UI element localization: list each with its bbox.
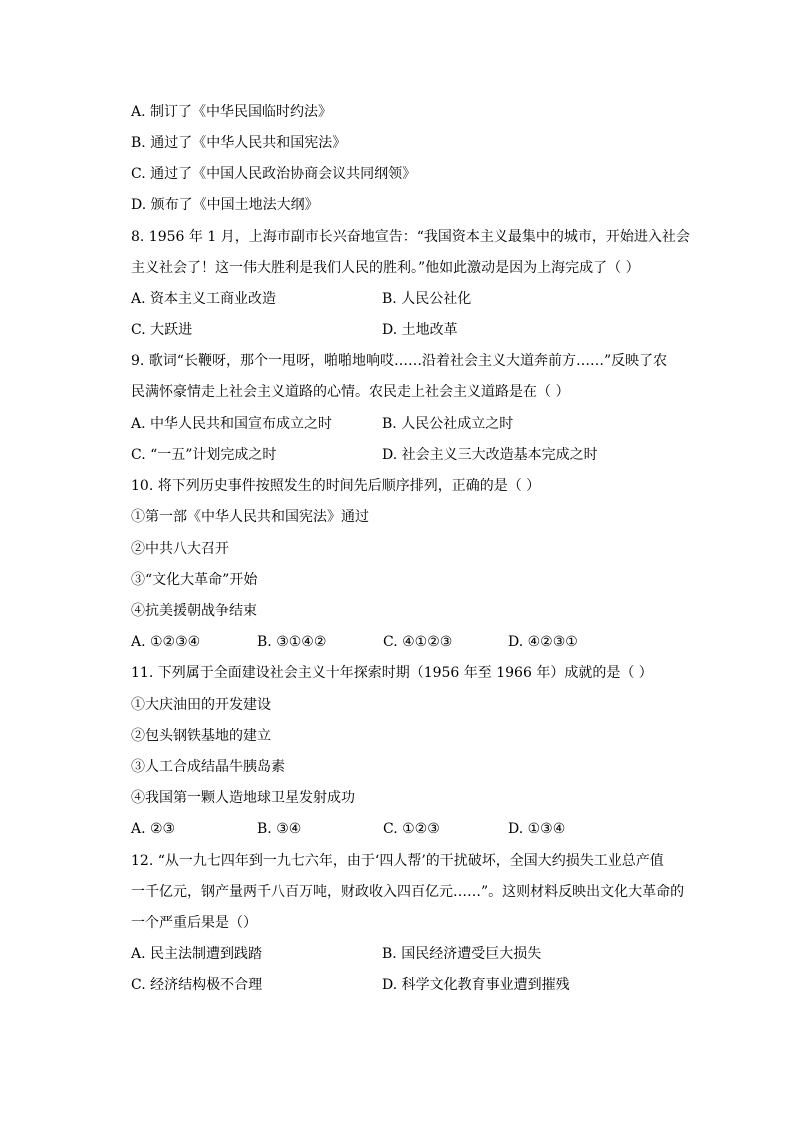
- q11-item-3: ③人工合成结晶牛胰岛素: [131, 759, 285, 775]
- q11-option-b: B. ③④: [257, 821, 302, 837]
- q10-item-3: ③“文化大革命”开始: [131, 572, 258, 588]
- q12-stem-line1: 12. “从一九七四年到一九七六年，由于‘四人帮’的干扰破坏，全国大约损失工业总产值: [131, 853, 664, 869]
- q7-option-d: D. 颁布了《中国土地法大纲》: [131, 197, 319, 213]
- q12-stem-line3: 一个严重后果是（）: [131, 915, 257, 931]
- q9-option-c: C. “一五”计划完成之时: [131, 447, 277, 463]
- q9-option-a: A. 中华人民共和国宣布成立之时: [131, 416, 333, 432]
- q12-option-b: B. 国民经济遭受巨大损失: [382, 946, 542, 962]
- q12-option-a: A. 民主法制遭到践踏: [131, 946, 263, 962]
- q12-option-d: D. 科学文化教育事业遭到摧残: [382, 977, 570, 993]
- q9-option-d: D. 社会主义三大改造基本完成之时: [382, 447, 598, 463]
- q9-stem-line2: 民满怀豪情走上社会主义道路的心情。农民走上社会主义道路是在（ ）: [131, 384, 570, 400]
- q7-option-a: A. 制订了《中华民国临时约法》: [131, 104, 333, 120]
- q8-stem-line1: 8. 1956 年 1 月，上海市副市长兴奋地宣告：“我国资本主义最集中的城市，开始进入社会: [131, 229, 690, 245]
- q11-item-1: ①大庆油田的开发建设: [131, 697, 271, 713]
- q11-option-a: A. ②③: [131, 821, 176, 837]
- q10-stem: 10. 将下列历史事件按照发生的时间先后顺序排列，正确的是（ ）: [131, 478, 541, 494]
- q12-stem-line2: 一千亿元，钢产量两千八百万吨，财政收入四百亿元……”。这则材料反映出文化大革命的: [131, 884, 685, 900]
- q11-option-d: D. ①③④: [508, 821, 566, 837]
- q8-option-a: A. 资本主义工商业改造: [131, 291, 277, 307]
- q10-item-4: ④抗美援朝战争结束: [131, 603, 257, 619]
- q10-option-c: C. ④①②③: [383, 634, 453, 650]
- q7-option-b: B. 通过了《中华人民共和国宪法》: [131, 135, 347, 151]
- q7-option-c: C. 通过了《中国人民政治协商会议共同纲领》: [131, 166, 417, 182]
- q10-item-1: ①第一部《中华人民共和国宪法》通过: [131, 509, 369, 525]
- q11-item-2: ②包头钢铁基地的建立: [131, 728, 271, 744]
- q10-option-a: A. ①②③④: [131, 634, 201, 650]
- q8-option-c: C. 大跃进: [131, 322, 193, 338]
- q11-option-c: C. ①②③: [383, 821, 440, 837]
- q11-item-4: ④我国第一颗人造地球卫星发射成功: [131, 790, 355, 806]
- q8-option-d: D. 土地改革: [382, 322, 458, 338]
- q9-stem-line1: 9. 歌词“长鞭呀，那个一甩呀，啪啪地响哎……沿着社会主义大道奔前方……”反映了农: [131, 353, 668, 369]
- q10-item-2: ②中共八大召开: [131, 541, 229, 557]
- q9-option-b: B. 人民公社成立之时: [382, 416, 514, 432]
- q10-option-b: B. ③①④②: [257, 634, 327, 650]
- q8-option-b: B. 人民公社化: [382, 291, 472, 307]
- q10-option-d: D. ④②③①: [508, 634, 578, 650]
- q8-stem-line2: 主义社会了！这一伟大胜利是我们人民的胜利。”他如此激动是因为上海完成了（ ）: [131, 260, 640, 276]
- q12-option-c: C. 经济结构极不合理: [131, 977, 263, 993]
- q11-stem: 11. 下列属于全面建设社会主义十年探索时期（1956 年至 1966 年）成就的是（ ）: [131, 665, 653, 681]
